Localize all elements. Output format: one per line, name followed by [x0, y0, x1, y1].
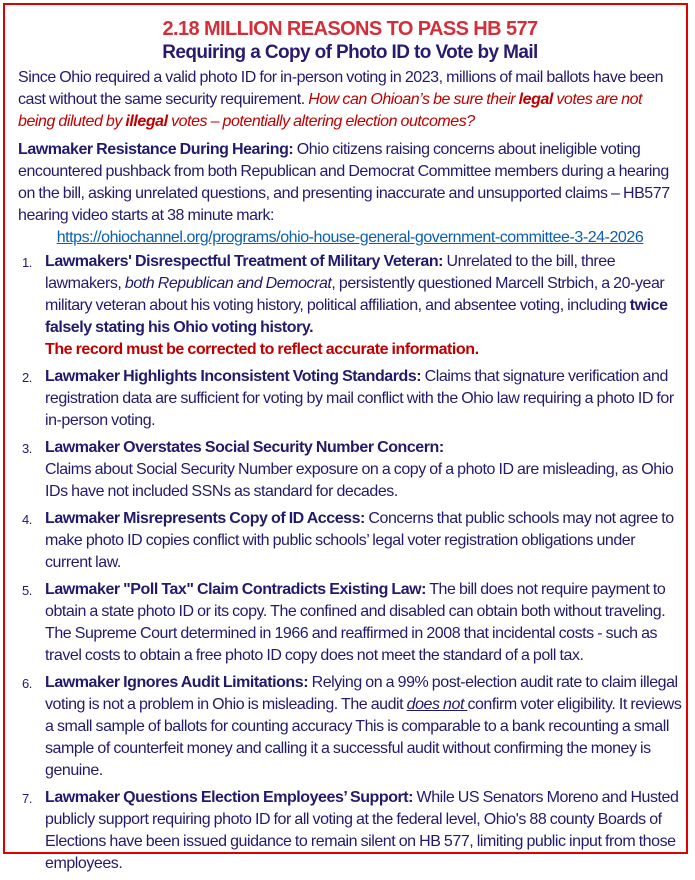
hearing-video-link[interactable]: https://ohiochannel.org/programs/ohio-house-general-government-committee-3-24-2026	[56, 229, 644, 246]
document-border	[3, 3, 688, 872]
numbered-list	[18, 251, 682, 875]
resistance-paragraph	[18, 139, 682, 227]
item-heading: Lawmaker Questions Election Employees’ Support:	[45, 789, 414, 806]
item-heading: Lawmaker "Poll Tax" Claim Contradicts Existing Law:	[45, 581, 427, 598]
subtitle: Requiring a Copy of Photo ID to Vote by Mail	[162, 42, 538, 63]
item-number: 4.	[22, 512, 32, 527]
item-number: 1.	[22, 255, 32, 270]
item-number: 5.	[22, 583, 32, 598]
item-text: , persistently questioned Marcell Strbich, a 20-year military veteran about his voting history, political affiliation, and absentee voting, including	[45, 275, 665, 314]
item-number: 3.	[22, 441, 32, 456]
item-bold: twice falsely stating his Ohio voting history.	[45, 297, 668, 336]
intro-paragraph	[18, 67, 682, 133]
item-heading: Lawmaker Ignores Audit Limitations:	[45, 674, 309, 691]
item-italic: both Republican and Democrat	[124, 275, 332, 292]
list-item	[18, 366, 682, 432]
question-legal: legal	[518, 91, 553, 108]
list-item	[18, 579, 682, 667]
item-text: Claims about Social Security Number exposure on a copy of a photo ID are misleading, as Ohio IDs have not included SSNs as standard for decades.	[45, 461, 674, 500]
list-item	[18, 251, 682, 361]
question-part: votes – potentially altering election outcomes?	[167, 113, 475, 130]
item-heading: Lawmaker Overstates Social Security Number Concern:	[45, 439, 444, 456]
question-illegal: illegal	[125, 113, 168, 130]
item-italic: does not	[406, 696, 468, 713]
item-heading: Lawmaker Misrepresents Copy of ID Access:	[45, 510, 365, 527]
correction-note: The record must be corrected to reflect accurate information.	[45, 341, 479, 358]
document-content	[18, 17, 682, 880]
item-heading: Lawmaker Highlights Inconsistent Voting Standards:	[45, 368, 422, 385]
list-item	[18, 508, 682, 574]
item-heading: Lawmakers' Disrespectful Treatment of Military Veteran:	[45, 253, 444, 270]
item-number: 2.	[22, 370, 32, 385]
question-part: votes are not being diluted by	[18, 91, 643, 130]
item-text: While US Senators Moreno and Husted publicly support requiring photo ID for all voting at the federal level, Ohio's 88 county Boards of Elections have been issued guidance to remain silent on HB 577, limiting public input from those employees.	[45, 789, 679, 872]
link-line	[18, 227, 682, 249]
resistance-text: Ohio citizens raising concerns about ineligible voting encountered pushback from both Republican and Democrat Committee members during a hearing on the bill, asking unrelated questions, and presenting inaccurate and unsupported claims – HB577 hearing video starts at 38 minute mark:	[18, 141, 670, 224]
item-number: 6.	[22, 676, 32, 691]
item-text: Claims that signature verification and registration data are sufficient for voting by mail conflict with the Ohio law requiring a photo ID for in-person voting.	[45, 368, 674, 429]
item-text: Unrelated to the bill, three lawmakers,	[45, 253, 616, 292]
list-item	[18, 787, 682, 875]
item-number: 7.	[22, 791, 32, 806]
list-item	[18, 437, 682, 503]
resistance-heading: Lawmaker Resistance During Hearing:	[18, 141, 294, 158]
question-part: How can Ohioan’s be sure their	[308, 91, 519, 108]
intro-text: Since Ohio required a valid photo ID for in-person voting in 2023, millions of mail ballots have been cast without the same security requirement.	[18, 69, 664, 108]
item-text: Concerns that public schools may not agree to make photo ID copies conflict with public schools’ legal voter registration obligations under current law.	[45, 510, 674, 571]
list-item	[18, 672, 682, 782]
headline: 2.18 MILLION REASONS TO PASS HB 577	[162, 18, 538, 40]
item-text: confirm voter eligibility. It reviews a small sample of ballots for counting accuracy This is comparable to a bank recounting a small sample of counterfeit money and calling it a successful audit without confirming the money is genuine.	[45, 696, 682, 779]
item-text: The bill does not require payment to obtain a state photo ID or its copy. The confined and disabled can obtain both without traveling. The Supreme Court determined in 1966 and reaffirmed in 2008 that incidental costs - such as travel costs to obtain a free photo ID copy does not meet the standard of a poll tax.	[45, 581, 666, 664]
item-text: Relying on a 99% post-election audit rate to claim illegal voting is not a problem in Ohio is misleading. The audit	[45, 674, 678, 713]
